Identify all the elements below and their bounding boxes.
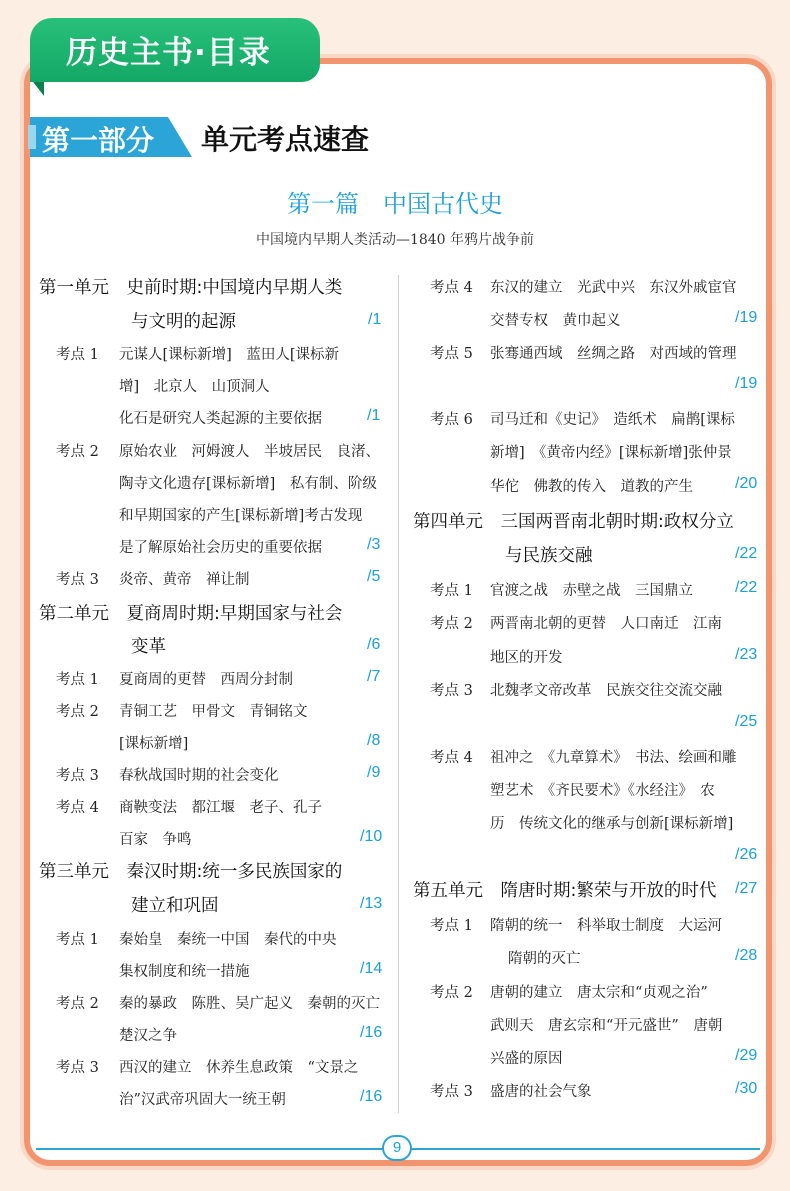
- u3-point-2-line-2: 楚汉之争: [119, 1028, 177, 1044]
- u4-point-2-page: /23: [735, 646, 758, 663]
- section-title: 第一篇 中国古代史: [287, 190, 503, 218]
- u5-point-1-line-1: 隋朝的统一 科举取士制度 大运河: [490, 918, 722, 934]
- tab-title: 历史主书·目录: [66, 35, 271, 71]
- u2-point-4-line-2: 百家 争鸣: [119, 832, 192, 848]
- u2-point-3-label: 考点 3: [56, 768, 99, 784]
- u1-point-2-line-3: 和早期国家的产生[课标新增]考古发现: [119, 508, 363, 524]
- unit-3-title-line-1: 第三单元 秦汉时期:统一多民族国家的: [39, 862, 343, 882]
- u5-point-2-line-1: 唐朝的建立 唐太宗和“贞观之治”: [490, 985, 708, 1001]
- unit-1-title-line-2: 与文明的起源: [131, 312, 236, 332]
- u3-point-3-page: /16: [360, 1088, 383, 1105]
- unit-2-title-line-1: 第二单元 夏商周时期:早期国家与社会: [39, 604, 343, 624]
- unit-5-title: 第五单元 隋唐时期:繁荣与开放的时代: [413, 881, 717, 901]
- u3-point-2-page: /16: [360, 1024, 383, 1041]
- u1-point-2-line-4: 是了解原始社会历史的重要依据: [119, 540, 322, 556]
- u5-point-3-line-1: 盛唐的社会气象: [490, 1084, 592, 1100]
- u2-point-4-line-1: 商鞅变法 都江堰 老子、孔子: [119, 800, 322, 816]
- unit-3-page: /13: [360, 895, 383, 912]
- u3-point-4-label: 考点 4: [430, 280, 473, 296]
- u2-point-2-label: 考点 2: [56, 704, 99, 720]
- u2-point-3-line-1: 春秋战国时期的社会变化: [119, 768, 279, 784]
- u3-point-6-page: /20: [735, 475, 758, 492]
- u3-point-3-label: 考点 3: [56, 1060, 99, 1076]
- u2-point-1-line-1: 夏商周的更替 西周分封制: [119, 672, 293, 688]
- u3-point-1-line-1: 秦始皇 秦统一中国 秦代的中央: [119, 932, 337, 948]
- u1-point-1-page: /1: [367, 407, 381, 424]
- u4-point-1-page: /22: [735, 579, 758, 596]
- u5-point-1-label: 考点 1: [430, 918, 473, 934]
- u2-point-1-page: /7: [367, 668, 381, 685]
- u4-point-4-label: 考点 4: [430, 750, 473, 766]
- u4-point-4-line-1: 祖冲之 《九章算术》 书法、绘画和雕: [490, 750, 737, 766]
- u3-point-5-page: /19: [735, 375, 758, 392]
- u1-point-3-label: 考点 3: [56, 572, 99, 588]
- u3-point-4-line-1: 东汉的建立 光武中兴 东汉外戚宦官: [490, 280, 737, 296]
- u1-point-1-label: 考点 1: [56, 347, 99, 363]
- u3-point-6-label: 考点 6: [430, 412, 473, 428]
- u3-point-1-line-2: 集权制度和统一措施: [119, 964, 250, 980]
- u4-point-3-label: 考点 3: [430, 683, 473, 699]
- u2-point-4-page: /10: [360, 828, 383, 845]
- u2-point-2-page: /8: [367, 732, 381, 749]
- u4-point-1-line-1: 官渡之战 赤壁之战 三国鼎立: [490, 583, 693, 599]
- u4-point-2-line-2: 地区的开发: [490, 650, 563, 666]
- u5-point-2-page: /29: [735, 1047, 758, 1064]
- unit-4-title-line-2: 与民族交融: [505, 546, 593, 566]
- u3-point-3-line-2: 治”汉武帝巩固大一统王朝: [119, 1092, 286, 1108]
- u1-point-1-line-3: 化石是研究人类起源的主要依据: [119, 411, 322, 427]
- u1-point-3-page: /5: [367, 568, 381, 585]
- unit-4-page: /22: [735, 545, 758, 562]
- u3-point-4-page: /19: [735, 309, 758, 326]
- column-divider: [398, 275, 399, 1113]
- unit-2-title-line-2: 变革: [131, 637, 166, 657]
- u4-point-2-label: 考点 2: [430, 616, 473, 632]
- unit-1-page: /1: [368, 311, 382, 328]
- unit-3-title-line-2: 建立和巩固: [131, 896, 219, 916]
- u3-point-5-line-1: 张骞通西域 丝绸之路 对西域的管理: [490, 346, 737, 362]
- page-number: 9: [382, 1135, 412, 1161]
- u5-point-3-label: 考点 3: [430, 1084, 473, 1100]
- u1-point-2-line-1: 原始农业 河姆渡人 半坡居民 良渚、: [119, 444, 380, 460]
- u3-point-3-line-1: 西汉的建立 休养生息政策 “文景之: [119, 1060, 359, 1076]
- section-subtitle: 中国境内早期人类活动—1840 年鸦片战争前: [255, 232, 535, 248]
- u1-point-2-label: 考点 2: [56, 444, 99, 460]
- u5-point-1-page: /28: [735, 947, 758, 964]
- u5-point-2-line-3: 兴盛的原因: [490, 1051, 563, 1067]
- u1-point-1-line-1: 元谋人[课标新增] 蓝田人[课标新: [119, 347, 339, 363]
- u5-point-1-line-2: 隋朝的灭亡: [508, 951, 581, 967]
- u5-point-3-page: /30: [735, 1080, 758, 1097]
- unit-4-title-line-1: 第四单元 三国两晋南北朝时期:政权分立: [413, 512, 734, 532]
- u3-point-6-line-3: 华佗 佛教的传入 道教的产生: [490, 479, 693, 495]
- u3-point-4-line-2: 交替专权 黄巾起义: [490, 313, 621, 329]
- u3-point-1-label: 考点 1: [56, 932, 99, 948]
- u1-point-1-line-2: 增] 北京人 山顶洞人: [119, 379, 270, 395]
- u4-point-4-line-2: 塑艺术 《齐民要术》《水经注》 农: [490, 783, 715, 799]
- u5-point-2-line-2: 武则天 唐玄宗和“开元盛世” 唐朝: [490, 1018, 723, 1034]
- u1-point-3-line-1: 炎帝、黄帝 禅让制: [119, 572, 250, 588]
- part-badge-stripe: [28, 125, 36, 149]
- u3-point-2-line-1: 秦的暴政 陈胜、吴广起义 秦朝的灭亡: [119, 996, 380, 1012]
- u2-point-4-label: 考点 4: [56, 800, 99, 816]
- u2-point-2-line-1: 青铜工艺 甲骨文 青铜铭文: [119, 704, 308, 720]
- u2-point-3-page: /9: [367, 764, 381, 781]
- u2-point-1-label: 考点 1: [56, 672, 99, 688]
- u3-point-1-page: /14: [360, 960, 383, 977]
- u4-point-3-line-1: 北魏孝文帝改革 民族交往交流交融: [490, 683, 722, 699]
- u2-point-2-line-2: [课标新增]: [119, 736, 189, 752]
- u3-point-6-line-1: 司马迁和《史记》 造纸术 扁鹊[课标: [490, 412, 735, 428]
- part-label: 第一部分: [42, 124, 155, 157]
- u5-point-2-label: 考点 2: [430, 985, 473, 1001]
- u4-point-3-page: /25: [735, 713, 758, 730]
- u4-point-1-label: 考点 1: [430, 583, 473, 599]
- u4-point-4-page: /26: [735, 846, 758, 863]
- u3-point-2-label: 考点 2: [56, 996, 99, 1012]
- unit-1-title-line-1: 第一单元 史前时期:中国境内早期人类: [39, 278, 343, 298]
- unit-5-page: /27: [735, 880, 758, 897]
- u3-point-6-line-2: 新增] 《黄帝内经》[课标新增]张仲景: [490, 445, 732, 461]
- u4-point-2-line-1: 两晋南北朝的更替 人口南迁 江南: [490, 616, 722, 632]
- part-title: 单元考点速查: [201, 123, 370, 156]
- unit-2-page: /6: [367, 636, 381, 653]
- u1-point-2-page: /3: [367, 536, 381, 553]
- u4-point-4-line-3: 历 传统文化的继承与创新[课标新增]: [490, 816, 734, 832]
- u1-point-2-line-2: 陶寺文化遗存[课标新增] 私有制、阶级: [119, 476, 377, 492]
- u3-point-5-label: 考点 5: [430, 346, 473, 362]
